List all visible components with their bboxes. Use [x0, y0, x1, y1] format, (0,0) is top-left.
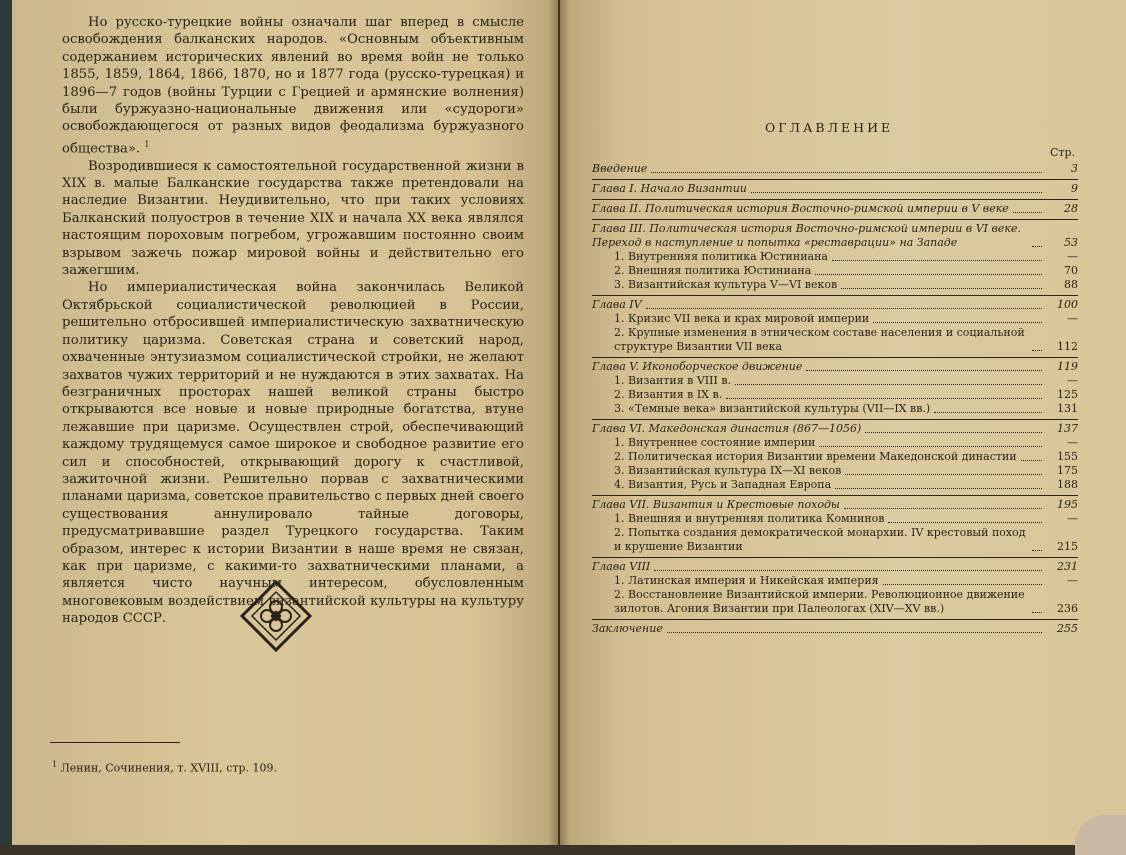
toc-leader-dots [1032, 550, 1042, 551]
toc-divider [592, 619, 1078, 620]
toc-divider [592, 495, 1078, 496]
toc-section [592, 588, 1078, 616]
toc-leader-dots [844, 508, 1042, 509]
toc-leader-dots [1013, 212, 1042, 213]
book-cover-edge [0, 0, 12, 845]
toc-entry-title: 1. Латинская империя и Никейская империя [614, 574, 879, 587]
toc-divider [592, 557, 1078, 558]
toc-page-number: 236 [1057, 602, 1078, 615]
toc-entry-title: Глава III. Политическая история Восточно-римской империи в VI веке. Переход в наступление и попытка «реставрации» на Западе [592, 222, 1021, 249]
toc-page-number: 88 [1064, 278, 1078, 291]
toc-entry-title: Глава VI. Македонская династия (867—1056) [592, 422, 862, 435]
toc-entry-title: 1. Внутреннее состояние империи [614, 436, 816, 449]
toc-page-number: 255 [1057, 622, 1078, 635]
toc-leader-dots [806, 370, 1042, 371]
toc-page-number: — [1067, 374, 1078, 387]
toc-entry-title: Глава IV [592, 298, 642, 311]
toc-entry-title: 2. Попытка создания демократической монархии. IV крестовый поход и крушение Византии [614, 526, 1026, 553]
toc-section [592, 264, 1078, 278]
toc-entry-title: 2. Восстановление Византийской империи. Революционное движение зилотов. Агония Византии при Палеологах (XIV—XV вв.) [614, 588, 1025, 615]
toc-entry-title: 1. Кризис VII века и крах мировой империи [614, 312, 870, 325]
toc-page-number: 131 [1057, 402, 1078, 415]
toc-divider [592, 199, 1078, 200]
toc-entry-title: 1. Внешняя и внутренняя политика Комнинов [614, 512, 885, 525]
toc-entry-title: Глава V. Иконоборческое движение [592, 360, 803, 373]
toc-entry-title: 2. Крупные изменения в этническом составе населения и социальной структуре Византии VII века [614, 326, 1025, 353]
toc-entry-title: 1. Византия в VIII в. [614, 374, 732, 387]
toc-leader-dots [646, 308, 1042, 309]
toc-entry-title: 3. «Темные века» византийской культуры (VII—IX вв.) [614, 402, 931, 415]
toc-entry-title: 1. Внутренняя политика Юстиниана [614, 250, 828, 263]
toc-page-number: 215 [1057, 540, 1078, 553]
toc-page-number: 70 [1064, 264, 1078, 277]
toc-chapter [592, 422, 1078, 436]
toc-divider [592, 295, 1078, 296]
toc-chapter [592, 222, 1078, 250]
toc-entry-title: Заключение [592, 622, 663, 635]
toc-leader-dots [726, 398, 1042, 399]
toc-divider [592, 179, 1078, 180]
toc-section [592, 278, 1078, 292]
toc-section [592, 326, 1078, 354]
toc-section [592, 402, 1078, 416]
paragraph-1: Но русско-турецкие войны означали шаг вперед в смысле освобождения балканских народов. «Основным объективным содержанием исторических явлений во время войн не только 1855, 1859, 1864, 1866, 1870, но и 1877 года (русско-турецкая) и 1896—7 годов (войны Турции с Грецией и армянские волнения) были буржуазно-национальные движения или «судороги» освобождающегося от разных видов феодализма буржуазного общества». $^1$ [62, 15, 524, 157]
toc-entry-title: Глава I. Начало Византии [592, 182, 747, 195]
toc-leader-dots [815, 274, 1042, 275]
toc-divider [592, 419, 1078, 420]
toc-leader-dots [667, 632, 1042, 633]
toc-entry-title: 4. Византия, Русь и Западная Европа [614, 478, 832, 491]
page-column-label: Стр. [1050, 146, 1076, 159]
toc-section [592, 512, 1078, 526]
toc-section [592, 574, 1078, 588]
toc-section [592, 374, 1078, 388]
toc-divider [592, 357, 1078, 358]
toc-page-number: 137 [1057, 422, 1078, 435]
table-of-contents [592, 162, 1078, 636]
toc-page-number: — [1067, 436, 1078, 449]
toc-section [592, 436, 1078, 450]
toc-section [592, 250, 1078, 264]
toc-page-number: — [1067, 250, 1078, 263]
toc-leader-dots [841, 288, 1042, 289]
toc-chapter [592, 298, 1078, 312]
toc-leader-dots [832, 260, 1042, 261]
toc-page-number: 125 [1057, 388, 1078, 401]
toc-chapter [592, 360, 1078, 374]
toc-chapter [592, 182, 1078, 196]
book-gutter [548, 0, 570, 845]
toc-section [592, 464, 1078, 478]
toc-leader-dots [819, 446, 1042, 447]
toc-page-number: 28 [1064, 202, 1078, 215]
toc-page-number: — [1067, 512, 1078, 525]
toc-leader-dots [865, 432, 1042, 433]
toc-chapter [592, 202, 1078, 216]
toc-page-number: 155 [1057, 450, 1078, 463]
toc-leader-dots [1032, 612, 1042, 613]
toc-leader-dots [883, 584, 1042, 585]
toc-page-number: 195 [1057, 498, 1078, 511]
toc-page-number: — [1067, 312, 1078, 325]
toc-leader-dots [735, 384, 1042, 385]
toc-leader-dots [873, 322, 1042, 323]
paragraph-3: Но империалистическая война закончилась Великой Октябрьской социалистической революцией в России, решительно отбросившей империалистическую захватническую политику царизма. Советская страна и советский народ, охваченные энтузиазмом социалистической стройки, не желают захватов чужих территорий и не нуждаются в этих захватах. На безграничных просторах нашей великой страны быстро открываются все новые и новые природные богатства, втуне лежавшие при царизме. Осуществлен строй, обеспечивающий каждому трудящемуся самое широкое и свободное развитие его сил и способностей, открывающий дорогу к счастливой, зажиточной жизни. Решительно порвав с захватническими планами царизма, советское правительство с первых дней своего существования аннулировало тайные договоры, предусматривавшие раздел Турецкого государства. Таким образом, интерес к истории Византии в наше время не связан, как при царизме, с какими-то захватническими планами, а является чисто научным интересом, обусловленным многовековым воздействием византийской культуры на культуру народов СССР. [62, 280, 524, 627]
footnote-mark: 1 [144, 139, 150, 149]
toc-page-number: 3 [1071, 162, 1078, 175]
toc-divider [592, 219, 1078, 220]
toc-leader-dots [651, 172, 1042, 173]
toc-page-number: 100 [1057, 298, 1078, 311]
toc-title: ОГЛАВЛЕНИЕ [765, 120, 894, 135]
toc-page-number: 53 [1064, 236, 1078, 249]
toc-leader-dots [751, 192, 1042, 193]
toc-entry-title: Глава VIII [592, 560, 651, 573]
toc-section [592, 478, 1078, 492]
toc-page-number: 9 [1071, 182, 1078, 195]
footnote-divider [50, 742, 180, 743]
toc-page-number: 119 [1057, 360, 1078, 373]
toc-leader-dots [1032, 350, 1042, 351]
toc-entry-title: Глава II. Политическая история Восточно-римской империи в V веке [592, 202, 1009, 215]
toc-section [592, 526, 1078, 554]
toc-entry-title: 2. Политическая история Византии времени Македонской династии [614, 450, 1017, 463]
toc-section [592, 388, 1078, 402]
toc-entry-title: 3. Византийская культура IX—XI веков [614, 464, 842, 477]
toc-leader-dots [1032, 246, 1042, 247]
toc-entry-title: 2. Византия в IX в. [614, 388, 723, 401]
toc-chapter [592, 498, 1078, 512]
ornament-icon [240, 580, 312, 652]
toc-page-number: — [1067, 574, 1078, 587]
toc-entry-title: Глава VII. Византия и Крестовые походы [592, 498, 840, 511]
toc-chapter [592, 622, 1078, 636]
toc-leader-dots [888, 522, 1042, 523]
left-page-text [62, 14, 524, 628]
toc-page-number: 231 [1057, 560, 1078, 573]
toc-page-number: 188 [1057, 478, 1078, 491]
right-page [560, 0, 1126, 845]
left-page [12, 0, 558, 845]
toc-section [592, 312, 1078, 326]
toc-page-number: 175 [1057, 464, 1078, 477]
toc-entry-title: 2. Внешняя политика Юстиниана [614, 264, 812, 277]
toc-leader-dots [845, 474, 1042, 475]
toc-section [592, 450, 1078, 464]
toc-leader-dots [934, 412, 1042, 413]
toc-page-number: 112 [1057, 340, 1078, 353]
toc-entry-title: Введение [592, 162, 648, 175]
toc-chapter [592, 560, 1078, 574]
toc-leader-dots [1021, 460, 1042, 461]
toc-chapter [592, 162, 1078, 176]
toc-leader-dots [835, 488, 1042, 489]
paragraph-2: Возродившиеся к самостоятельной государственной жизни в XIX в. малые Балканские государства также претендовали на наследие Византии. Неудивительно, что при таких условиях Балканский полуостров в течение XIX и начала XX века являлся настоящим пороховым погребом, угрожавшим постоянно своим взрывом зажечь пожар мировой войны и действительно его зажегшим. [62, 158, 524, 279]
footnote: $^1$ Ленин, Сочинения, т. XVIII, стр. 109. [52, 760, 278, 775]
toc-entry-title: 3. Византийская культура V—VI веков [614, 278, 838, 291]
toc-leader-dots [654, 570, 1042, 571]
